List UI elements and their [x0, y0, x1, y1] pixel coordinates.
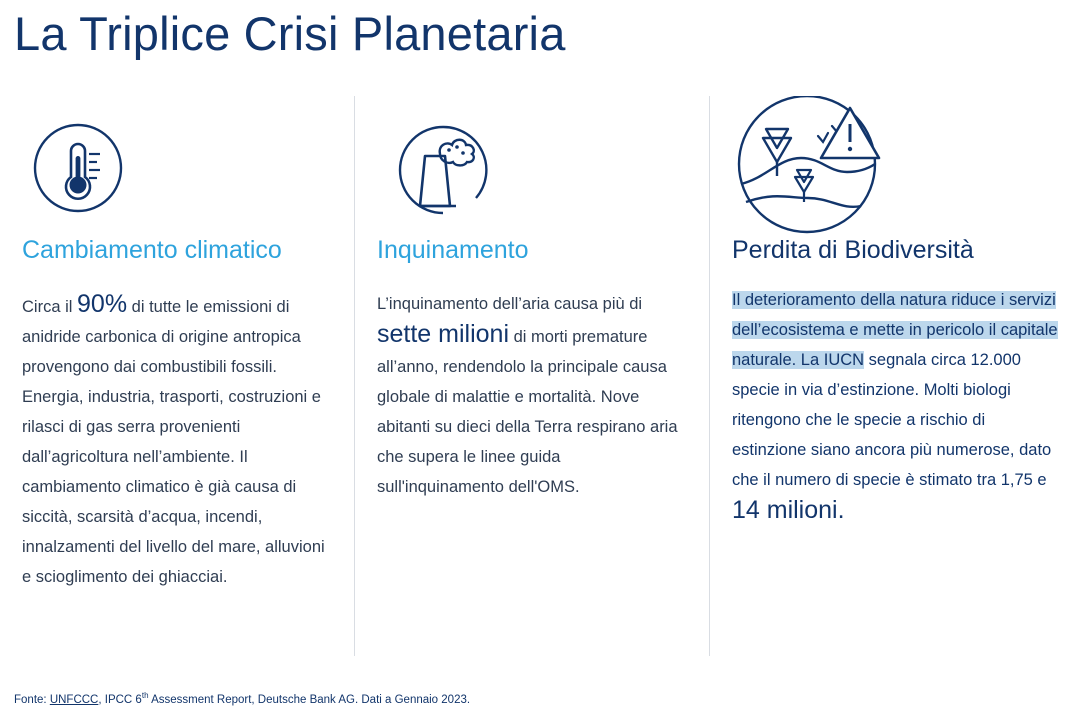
text-part: segnala circa 12.000 specie in via d’estinzione. Molti biologi ritengono che le specie a rischio di estinzione siano ancora più numerose, dato che il numero di specie è stimato tra 1,75 e [732, 350, 1052, 489]
column-biodiversity [710, 96, 1091, 656]
footnote-suffix: Assessment Report, Deutsche Bank AG. Dati a Gennaio 2023. [148, 694, 471, 706]
text-highlight-number: 14 milioni. [732, 495, 845, 524]
smokestack-circle-icon [377, 96, 687, 236]
column-pollution [355, 96, 710, 656]
column-heading-pollution: Inquinamento [377, 236, 529, 264]
biodiversity-warning-circle-icon [732, 96, 1069, 236]
column-heading-biodiversity: Perdita di Biodiversità [732, 236, 974, 264]
column-body-pollution [377, 289, 687, 502]
column-body-climate-change [22, 289, 332, 592]
page-title: La Triplice Crisi Planetaria [14, 7, 566, 60]
text-part: di tutte le emissioni di anidride carbonica di origine antropica provengono dai combustibili fossili. Energia, industria, trasporti, costruzioni e rilasci di gas serra provenienti dall’agricoltura nell’ambiente. Il cambiamento climatico è già causa di siccità, scarsità d’acqua, incendi, innalzamenti del livello del mare, alluvioni e scioglimento dei ghiacciai. [22, 297, 325, 586]
text-part: L’inquinamento dell’aria causa più di [377, 294, 643, 313]
text-highlight-number: 90% [77, 289, 128, 318]
footnote-superscript: th [141, 691, 149, 701]
footnote-prefix: Fonte: [14, 694, 50, 706]
thermometer-circle-icon [22, 96, 332, 236]
column-climate-change [0, 96, 355, 656]
text-highlighted: Il deterioramento della natura riduce i servizi dell’ecosistema e mette in pericolo il capitale naturale. La IUCN [732, 290, 1058, 369]
footnote-middle: , IPCC 6 [98, 694, 142, 706]
source-footnote [14, 691, 470, 706]
columns-container [0, 96, 1091, 656]
column-heading-climate-change: Cambiamento climatico [22, 236, 282, 264]
text-part: di morti premature all’anno, rendendolo la principale causa globale di malattie e mortalità. Nove abitanti su dieci della Terra respirano aria che supera le linee guida sull'inquinamento dell'OMS. [377, 327, 678, 496]
text-highlight-number: sette milioni [377, 319, 509, 348]
column-body-biodiversity [732, 285, 1062, 528]
text-part: Circa il [22, 297, 78, 316]
footnote-link-unfccc[interactable]: UNFCCC [49, 694, 99, 706]
